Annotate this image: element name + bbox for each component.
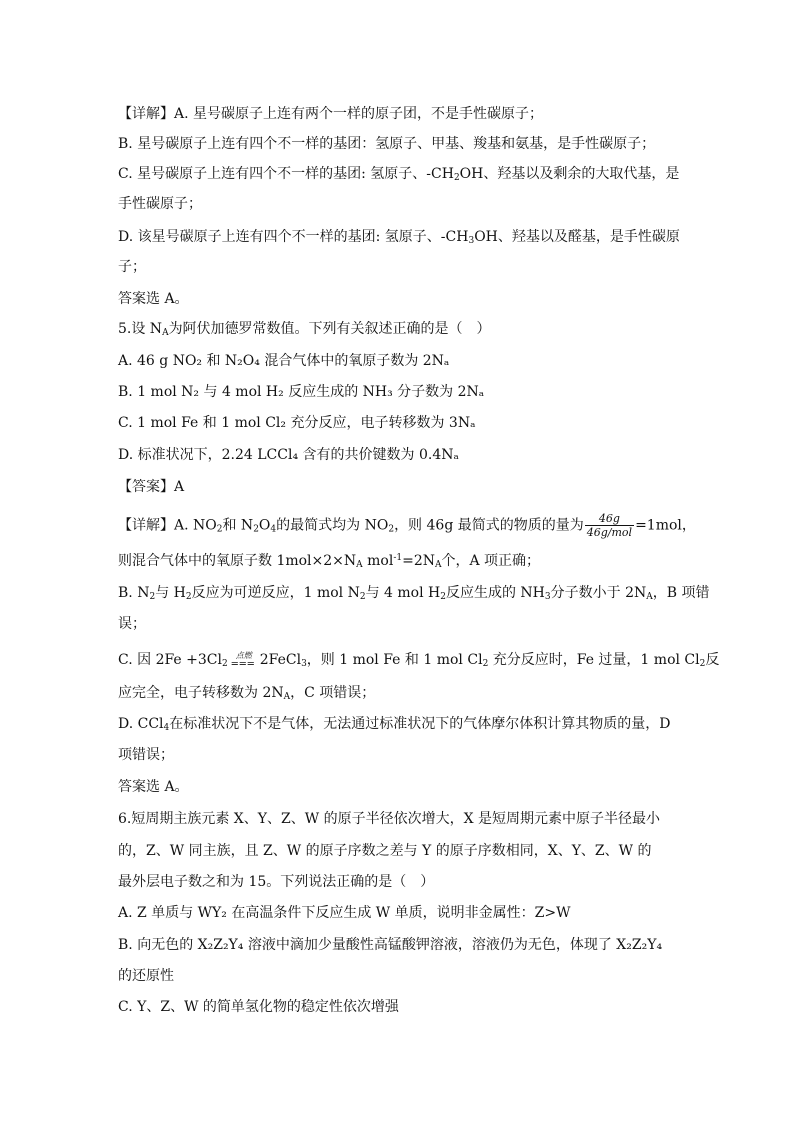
- question-6-stem-1: 6.短周期主族元素 X、Y、Z、W 的原子半径依次增大，X 是短周期元素中原子半径最小: [118, 811, 660, 827]
- question-5-option-b: B. 1 mol N₂ 与 4 mol H₂ 反应生成的 NH₃ 分子数为 2Nₐ: [118, 384, 485, 400]
- explanation-line-d: D. 该星号碳原子上连有四个不一样的基团: 氢原子、$-CH_3OH$、羟基以及醛基，是手性碳原: [118, 229, 680, 246]
- answer-line-4: 答案选 A。: [118, 291, 189, 307]
- question-6-stem-2: 的，Z、W 同主族，且 Z、W 的原子序数之差与 Y 的原子序数相同，X、Y、Z、W 的: [118, 843, 652, 859]
- explanation-5-c: C. 因 $2Fe +3Cl_2$ 点燃 ═══ 2FeCl$_3$，则 1 mol Fe 和 1 mol $Cl_2$ 充分反应时，Fe 过量，1 mol $Cl_2$反: [118, 650, 720, 670]
- question-6-option-c: C. Y、Z、W 的简单氢化物的稳定性依次增强: [118, 999, 399, 1015]
- answer-heading-5: 【答案】A: [118, 479, 185, 495]
- question-6-option-b-cont: 的还原性: [118, 968, 174, 984]
- question-5-option-c: C. 1 mol Fe 和 1 mol Cl₂ 充分反应，电子转移数为 3Nₐ: [118, 415, 476, 431]
- explanation-5-a-cont: 则混合气体中的氧原子数 $1mol\times 2\times N_A$ $mol^{-1}=2N_A$个，A 项正确；: [118, 553, 541, 570]
- question-6-option-a: A. Z 单质与 WY₂ 在高温条件下反应生成 W 单质，说明非金属性：Z>W: [118, 905, 571, 921]
- question-5-option-a: A. 46 g NO₂ 和 N₂O₄ 混合气体中的氧原子数为 2Nₐ: [118, 353, 450, 369]
- explanation-5-c-cont: 应完全，电子转移数为 $2N_A$，C 项错误；: [118, 685, 376, 702]
- explanation-line-a: 【详解】A. 星号碳原子上连有两个一样的原子团，不是手性碳原子；: [118, 106, 544, 122]
- answer-line-5: 答案选 A。: [118, 779, 189, 795]
- explanation-5-a: 【详解】A. $NO_2$和 $N_2O_4$的最简式均为 $NO_2$，则 46g 最简式的物质的量为 $\frac{46g}{\text{46g/mol}}$ =1mol，: [118, 512, 696, 539]
- explanation-line-d-cont: 子；: [118, 259, 146, 275]
- reaction-condition: 点燃 ═══: [231, 650, 256, 670]
- question-6-stem-3: 最外层电子数之和为 15。下列说法正确的是（ ）: [118, 874, 435, 890]
- question-5-option-d: D. 标准状况下，2.24 LCCl₄ 含有的共价键数为 0.4Nₐ: [118, 447, 459, 463]
- explanation-5-b: B. $N_2$与 $H_2$反应为可逆反应，1 mol $N_2$与 4 mol $H_2$反应生成的 $NH_3$分子数小于 $2N_A$，B 项错: [118, 585, 710, 602]
- molar-fraction: $\frac{46g}{\text{46g/mol}}$: [586, 512, 633, 539]
- question-5-stem: 5.设 $N_A$为阿伏加德罗常数值。下列有关叙述正确的是（ ）: [118, 321, 491, 338]
- explanation-line-b: B. 星号碳原子上连有四个不一样的基团：氢原子、甲基、羧基和氨基，是手性碳原子；: [118, 136, 656, 152]
- question-6-option-b: B. 向无色的 X₂Z₂Y₄ 溶液中滴加少量酸性高锰酸钾溶液，溶液仍为无色，体现了 X₂Z₂Y₄: [118, 937, 663, 953]
- explanation-5-d: D. CCl$_4$在标准状况下不是气体，无法通过标准状况下的气体摩尔体积计算其物质的量，D: [118, 716, 671, 733]
- explanation-5-b-cont: 误；: [118, 616, 146, 632]
- explanation-line-c: C. 星号碳原子上连有四个不一样的基团: 氢原子、$-CH_2OH$、羟基以及剩余的大取代基，是: [118, 166, 680, 183]
- explanation-line-c-cont: 手性碳原子；: [118, 196, 202, 212]
- explanation-5-d-cont: 项错误；: [118, 747, 174, 763]
